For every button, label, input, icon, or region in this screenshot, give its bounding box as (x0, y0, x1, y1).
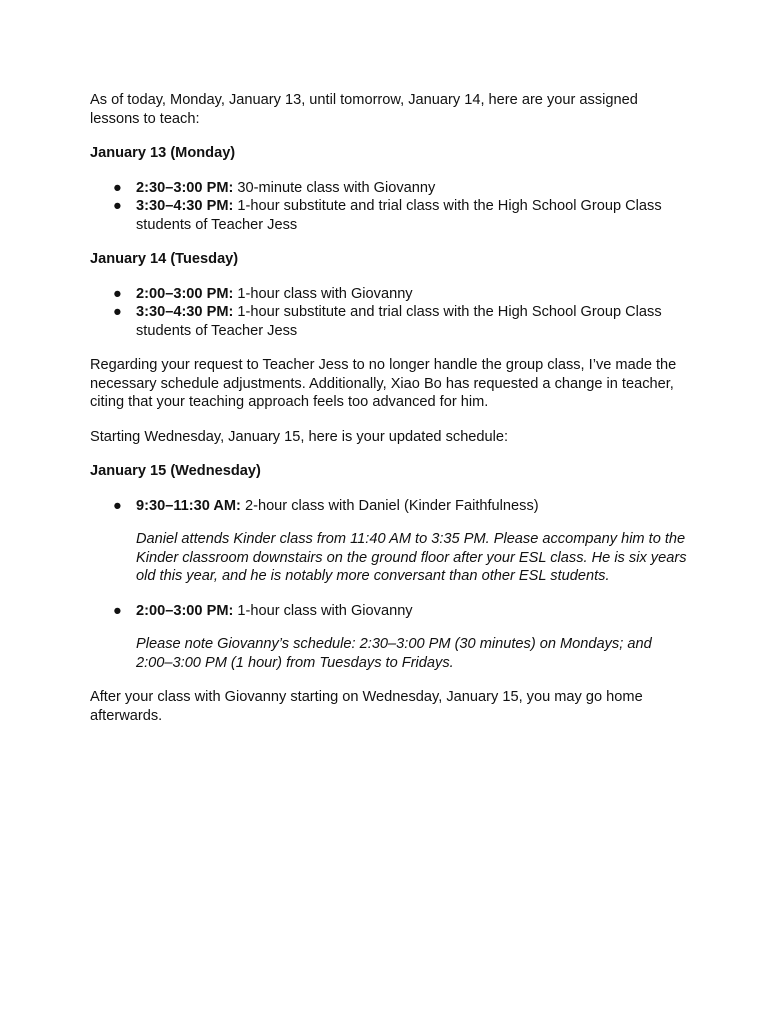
list-item (90, 179, 690, 198)
heading-jan14: January 14 (Tuesday) (90, 251, 239, 267)
bullet-icon: ● (113, 304, 122, 320)
jan15-list (90, 497, 690, 516)
bullet-icon: ● (113, 497, 122, 514)
bullet-icon: ● (113, 198, 122, 214)
daniel-note: Daniel attends Kinder class from 11:40 AM to 3:35 PM. Please accompany him to the Kinder classroom downstairs on the ground floor after your ESL class. He is six years old this year, and he is notably more conversant than other ESL students. (136, 531, 687, 584)
regarding-paragraph: Regarding your request to Teacher Jess to no longer handle the group class, I’ve made the necessary schedule adjustments. Additionally, Xiao Bo has requested a change in teacher, citing that your teaching approach feels too advanced for him. (90, 357, 677, 410)
list-item (90, 497, 690, 516)
bullet-icon: ● (113, 602, 122, 619)
jan15-list-continued (90, 602, 690, 621)
bullet-icon: ● (113, 285, 122, 302)
jan13-list (90, 179, 690, 235)
time-slot: 9:30–11:30 AM: (136, 497, 241, 514)
closing-paragraph: After your class with Giovanny starting on Wednesday, January 15, you may go home afterwards. (90, 689, 643, 724)
class-description: 1-hour class with Giovanny (233, 602, 413, 619)
time-slot: 2:30–3:00 PM: (136, 179, 234, 196)
class-description: 1-hour substitute and trial class with the High School Group Class students of Teacher Jess (136, 198, 662, 233)
time-slot: 2:00–3:00 PM: (136, 285, 234, 302)
intro-paragraph: As of today, Monday, January 13, until tomorrow, January 14, here are your assigned lessons to teach: (90, 92, 638, 127)
heading-jan13: January 13 (Monday) (90, 145, 236, 161)
time-slot: 3:30–4:30 PM: (136, 198, 234, 214)
class-description: 30-minute class with Giovanny (233, 179, 436, 196)
document-body (90, 91, 690, 741)
time-slot: 2:00–3:00 PM: (136, 602, 234, 619)
list-item (90, 602, 690, 621)
starting-paragraph: Starting Wednesday, January 15, here is your updated schedule: (90, 428, 509, 445)
class-description: 1-hour class with Giovanny (233, 285, 413, 302)
heading-jan15: January 15 (Wednesday) (90, 463, 261, 479)
time-slot: 3:30–4:30 PM: (136, 304, 234, 320)
list-item (90, 303, 690, 340)
class-description: 1-hour substitute and trial class with the High School Group Class students of Teacher Jess (136, 304, 662, 339)
bullet-icon: ● (113, 179, 122, 196)
list-item (90, 197, 690, 234)
jan14-list (90, 285, 690, 341)
giovanny-note: Please note Giovanny’s schedule: 2:30–3:00 PM (30 minutes) on Mondays; and 2:00–3:00 PM (1 hour) from Tuesdays to Fridays. (136, 636, 652, 671)
list-item (90, 285, 690, 304)
class-description: 2-hour class with Daniel (Kinder Faithfulness) (240, 497, 539, 514)
